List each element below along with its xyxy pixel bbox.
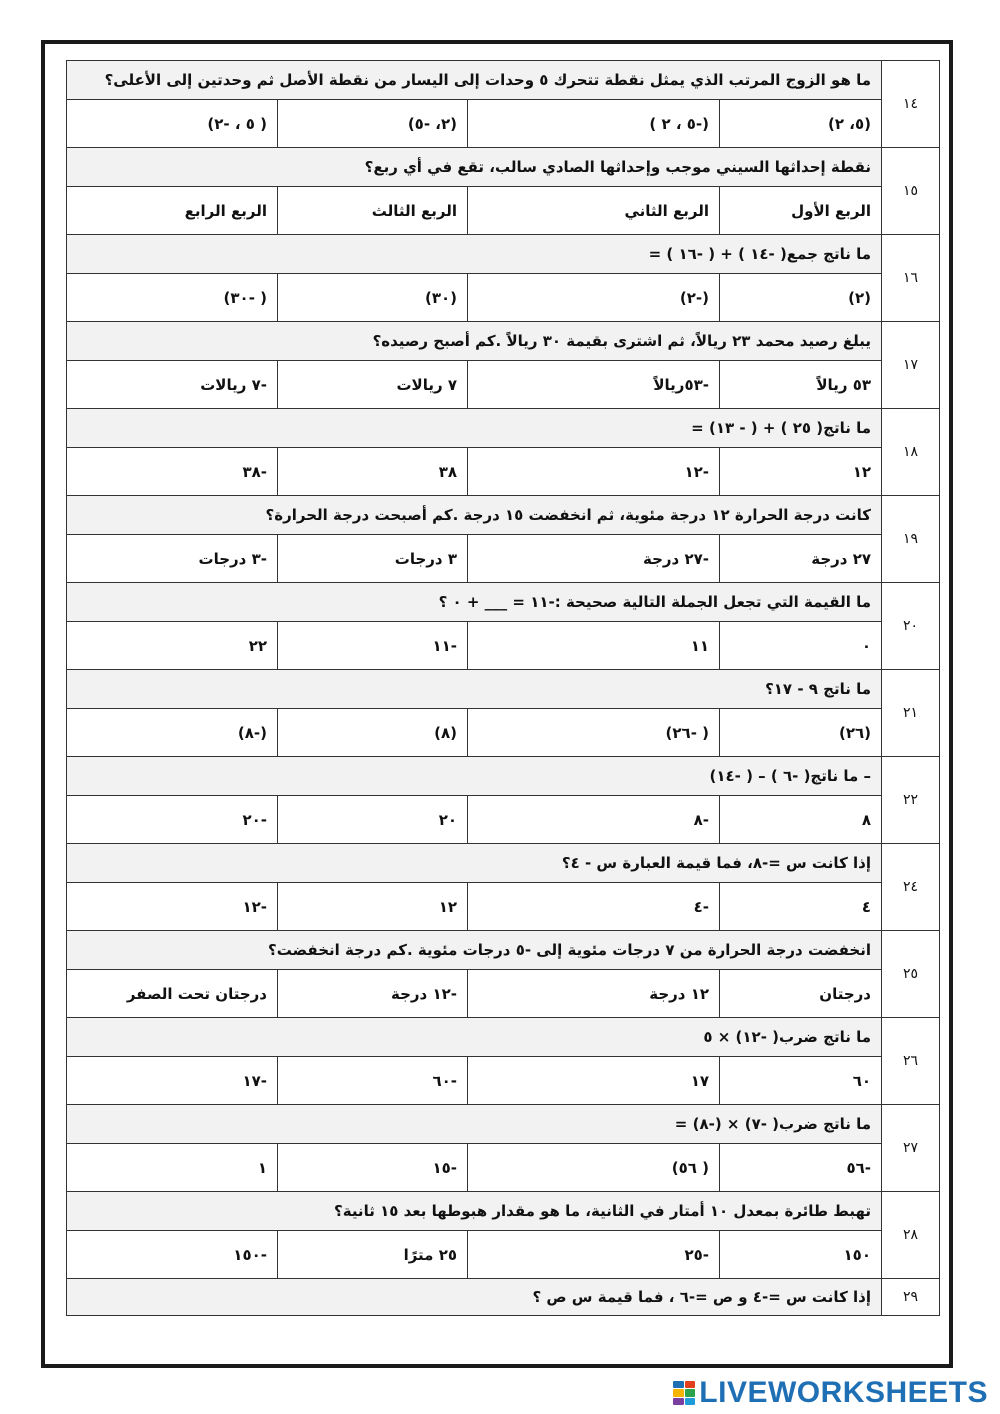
answer-option[interactable]: -١٢	[67, 883, 278, 931]
question-text: كانت درجة الحرارة ١٢ درجة مئوية، ثم انخفضت ١٥ درجة .كم أصبحت درجة الحرارة؟	[67, 496, 882, 535]
question-row	[67, 148, 940, 187]
question-text: ما ناتج جمع( -١٤ ) + ( -١٦ ) =	[67, 235, 882, 274]
answer-option[interactable]: -١٢ درجة	[278, 970, 468, 1018]
question-row	[67, 931, 940, 970]
question-row	[67, 1279, 940, 1316]
question-row	[67, 496, 940, 535]
answer-option[interactable]: -٤	[468, 883, 720, 931]
answer-option[interactable]: ٢٧ درجة	[720, 535, 882, 583]
answer-option[interactable]: -٢٥	[468, 1231, 720, 1279]
answer-option[interactable]: ٥٣ ريالاً	[720, 361, 882, 409]
answer-option[interactable]: ٣ درجات	[278, 535, 468, 583]
question-row	[67, 61, 940, 100]
answer-option[interactable]: ٢٠	[278, 796, 468, 844]
answer-option[interactable]: -١٥	[278, 1144, 468, 1192]
question-text: نقطة إحداثها السيني موجب وإحداثها الصادي سالب، تقع في أي ربع؟	[67, 148, 882, 187]
question-text: إذا كانت س =-٤ و ص =-٦ ، فما قيمة س ص ؟	[67, 1279, 882, 1316]
question-number: ١٧	[882, 322, 940, 409]
options-row	[67, 883, 940, 931]
answer-option[interactable]: ٠	[720, 622, 882, 670]
answer-option[interactable]: ( ٥ ، -٢)	[67, 100, 278, 148]
question-number: ١٥	[882, 148, 940, 235]
answer-option[interactable]: -١١	[278, 622, 468, 670]
answer-option[interactable]: (٨)	[278, 709, 468, 757]
options-row	[67, 1231, 940, 1279]
logo-mark-icon	[673, 1381, 695, 1405]
liveworksheets-logo	[673, 1376, 988, 1410]
answer-option[interactable]: (٥، ٢)	[720, 100, 882, 148]
logo-text: LIVEWORKSHEETS	[699, 1376, 988, 1409]
question-number: ٢٨	[882, 1192, 940, 1279]
answer-option[interactable]: ( -٢٦)	[468, 709, 720, 757]
question-row	[67, 235, 940, 274]
question-number: ٢١	[882, 670, 940, 757]
question-row	[67, 1018, 940, 1057]
answer-option[interactable]: درجتان	[720, 970, 882, 1018]
options-row	[67, 796, 940, 844]
options-row	[67, 100, 940, 148]
answer-option[interactable]: (٢)	[720, 274, 882, 322]
options-row	[67, 187, 940, 235]
answer-option[interactable]: (-٥ ، ٢ )	[468, 100, 720, 148]
question-number: ٢٢	[882, 757, 940, 844]
answer-option[interactable]: ١١	[468, 622, 720, 670]
answer-option[interactable]: ٢٥ مترًا	[278, 1231, 468, 1279]
question-row	[67, 1105, 940, 1144]
question-number: ١٦	[882, 235, 940, 322]
answer-option[interactable]: الربع الثالث	[278, 187, 468, 235]
question-text: انخفضت درجة الحرارة من ٧ درجات مئوية إلى -٥ درجات مئوية .كم درجة انخفضت؟	[67, 931, 882, 970]
answer-option[interactable]: -٣٨	[67, 448, 278, 496]
answer-option[interactable]: -١٥٠	[67, 1231, 278, 1279]
answer-option[interactable]: الربع الأول	[720, 187, 882, 235]
answer-option[interactable]: ٧ ريالات	[278, 361, 468, 409]
answer-option[interactable]: -٣ درجات	[67, 535, 278, 583]
answer-option[interactable]: -٨	[468, 796, 720, 844]
question-row	[67, 844, 940, 883]
options-row	[67, 361, 940, 409]
question-number: ٢٩	[882, 1279, 940, 1316]
answer-option[interactable]: (٣٠)	[278, 274, 468, 322]
options-row	[67, 622, 940, 670]
logo-square	[685, 1389, 696, 1396]
options-row	[67, 709, 940, 757]
question-number: ١٨	[882, 409, 940, 496]
answer-option[interactable]: ١	[67, 1144, 278, 1192]
question-number: ١٩	[882, 496, 940, 583]
answer-option[interactable]: الربع الثاني	[468, 187, 720, 235]
answer-option[interactable]: ١٧	[468, 1057, 720, 1105]
question-number: ٢٤	[882, 844, 940, 931]
answer-option[interactable]: الربع الرابع	[67, 187, 278, 235]
question-text: ما القيمة التي تجعل الجملة التالية صحيحة :-١١ = ___ + ٠ ؟	[67, 583, 882, 622]
question-number: ٢٠	[882, 583, 940, 670]
answer-option[interactable]: ١٢ درجة	[468, 970, 720, 1018]
question-text: – ما ناتج( -٦ ) – ( -١٤)	[67, 757, 882, 796]
options-row	[67, 274, 940, 322]
answer-option[interactable]: ٢٢	[67, 622, 278, 670]
logo-square	[685, 1381, 696, 1388]
answer-option[interactable]: ( -٣٠)	[67, 274, 278, 322]
options-row	[67, 535, 940, 583]
question-text: يبلغ رصيد محمد ٢٣ ريالاً، ثم اشترى بقيمة ٣٠ ريالاً .كم أصبح رصيده؟	[67, 322, 882, 361]
logo-square	[685, 1398, 696, 1405]
question-row	[67, 583, 940, 622]
question-text: ما هو الزوج المرتب الذي يمثل نقطة تتحرك ٥ وحدات إلى اليسار من نقطة الأصل ثم وحدتين إلى الأعلى؟	[67, 61, 882, 100]
answer-option[interactable]: ( ٥٦)	[468, 1144, 720, 1192]
question-text: ما ناتج( ٢٥ ) + ( - ١٣) =	[67, 409, 882, 448]
answer-option[interactable]: (٢، -٥)	[278, 100, 468, 148]
question-row	[67, 757, 940, 796]
quiz-table	[66, 60, 940, 1316]
answer-option[interactable]: ١٥٠	[720, 1231, 882, 1279]
answer-option[interactable]: ٤	[720, 883, 882, 931]
answer-option[interactable]: -٥٣ريالاً	[468, 361, 720, 409]
question-text: ما ناتج ٩ - ١٧؟	[67, 670, 882, 709]
answer-option[interactable]: -٢٠	[67, 796, 278, 844]
question-row	[67, 1192, 940, 1231]
question-row	[67, 670, 940, 709]
logo-square	[673, 1389, 684, 1396]
question-text: إذا كانت س =-٨، فما قيمة العبارة س - ٤؟	[67, 844, 882, 883]
question-text: ما ناتج ضرب( -٧) × (-٨) =	[67, 1105, 882, 1144]
answer-option[interactable]: ١٢	[720, 448, 882, 496]
question-number: ٢٧	[882, 1105, 940, 1192]
answer-option[interactable]: ٦٠	[720, 1057, 882, 1105]
answer-option[interactable]: -٦٠	[278, 1057, 468, 1105]
logo-square	[673, 1381, 684, 1388]
answer-option[interactable]: (-٨)	[67, 709, 278, 757]
question-text: ما ناتج ضرب( -١٢) × ٥	[67, 1018, 882, 1057]
question-row	[67, 409, 940, 448]
answer-option[interactable]: (-٢)	[468, 274, 720, 322]
answer-option[interactable]: -٧ ريالات	[67, 361, 278, 409]
options-row	[67, 970, 940, 1018]
options-row	[67, 1057, 940, 1105]
answer-option[interactable]: ٨	[720, 796, 882, 844]
question-number: ٢٥	[882, 931, 940, 1018]
options-row	[67, 1144, 940, 1192]
answer-option[interactable]: -١٧	[67, 1057, 278, 1105]
answer-option[interactable]: درجتان تحت الصفر	[67, 970, 278, 1018]
answer-option[interactable]: ٣٨	[278, 448, 468, 496]
options-row	[67, 448, 940, 496]
answer-option[interactable]: -١٢	[468, 448, 720, 496]
question-number: ٢٦	[882, 1018, 940, 1105]
question-text: تهبط طائرة بمعدل ١٠ أمتار في الثانية، ما هو مقدار هبوطها بعد ١٥ ثانية؟	[67, 1192, 882, 1231]
logo-square	[673, 1398, 684, 1405]
answer-option[interactable]: (٢٦)	[720, 709, 882, 757]
question-number: ١٤	[882, 61, 940, 148]
answer-option[interactable]: -٥٦	[720, 1144, 882, 1192]
answer-option[interactable]: ١٢	[278, 883, 468, 931]
answer-option[interactable]: -٢٧ درجة	[468, 535, 720, 583]
question-row	[67, 322, 940, 361]
